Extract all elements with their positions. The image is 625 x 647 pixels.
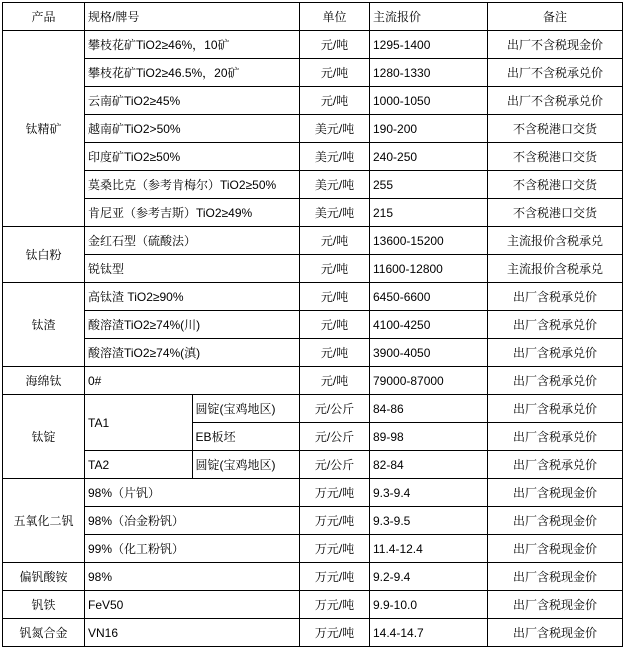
spec-cell: 金红石型（硫酸法） (85, 227, 300, 255)
table-row (3, 395, 623, 423)
spec-cell: 锐钛型 (85, 255, 300, 283)
unit-cell: 万元/吨 (300, 535, 370, 563)
price-cell: 9.9-10.0 (370, 591, 488, 619)
spec-cell: 99%（化工粉钒） (85, 535, 300, 563)
table-row (3, 619, 623, 647)
grade-cell: TA1 (85, 395, 193, 451)
spec-cell: 98% (85, 563, 300, 591)
price-cell: 11.4-12.4 (370, 535, 488, 563)
table-row (3, 115, 623, 143)
header-remark: 备注 (488, 3, 623, 31)
unit-cell: 元/吨 (300, 283, 370, 311)
spec-cell: VN16 (85, 619, 300, 647)
remark-cell: 出厂含税承兑价 (488, 423, 623, 451)
unit-cell: 万元/吨 (300, 591, 370, 619)
unit-cell: 元/吨 (300, 339, 370, 367)
table-body (3, 31, 623, 647)
price-table-sheet (0, 2, 625, 640)
price-table (2, 2, 623, 647)
product-category-cell: 偏钒酸铵 (3, 563, 85, 591)
remark-cell: 出厂含税承兑价 (488, 367, 623, 395)
unit-cell: 元/公斤 (300, 451, 370, 479)
table-row (3, 199, 623, 227)
spec-cell: 攀枝花矿TiO2≥46.5%，20矿 (85, 59, 300, 87)
header-spec: 规格/牌号 (85, 3, 300, 31)
price-cell: 1280-1330 (370, 59, 488, 87)
remark-cell: 不含税港口交货 (488, 143, 623, 171)
product-category-cell: 钒铁 (3, 591, 85, 619)
table-row (3, 535, 623, 563)
price-cell: 9.3-9.4 (370, 479, 488, 507)
spec-cell: FeV50 (85, 591, 300, 619)
spec-cell: 莫桑比克（参考肯梅尔）TiO2≥50% (85, 171, 300, 199)
remark-cell: 主流报价含税承兑 (488, 227, 623, 255)
table-row (3, 591, 623, 619)
header-row (3, 3, 623, 31)
unit-cell: 万元/吨 (300, 563, 370, 591)
remark-cell: 主流报价含税承兑 (488, 255, 623, 283)
table-row (3, 143, 623, 171)
price-cell: 1000-1050 (370, 87, 488, 115)
remark-cell: 不含税港口交货 (488, 199, 623, 227)
remark-cell: 出厂含税现金价 (488, 563, 623, 591)
spec-cell: 肯尼亚（参考吉斯）TiO2≥49% (85, 199, 300, 227)
spec-cell: 越南矿TiO2>50% (85, 115, 300, 143)
spec-cell: 攀枝花矿TiO2≥46%，10矿 (85, 31, 300, 59)
remark-cell: 出厂含税现金价 (488, 619, 623, 647)
price-cell: 82-84 (370, 451, 488, 479)
unit-cell: 美元/吨 (300, 115, 370, 143)
table-row (3, 283, 623, 311)
spec-cell: 圆锭(宝鸡地区) (192, 395, 300, 423)
price-cell: 240-250 (370, 143, 488, 171)
grade-cell: TA2 (85, 451, 193, 479)
table-row (3, 563, 623, 591)
table-row (3, 507, 623, 535)
unit-cell: 元/吨 (300, 311, 370, 339)
price-cell: 9.2-9.4 (370, 563, 488, 591)
unit-cell: 元/吨 (300, 255, 370, 283)
spec-cell: 酸溶渣TiO2≥74%(川) (85, 311, 300, 339)
remark-cell: 出厂含税承兑价 (488, 451, 623, 479)
unit-cell: 美元/吨 (300, 199, 370, 227)
spec-cell: 云南矿TiO2≥45% (85, 87, 300, 115)
remark-cell: 出厂不含税承兑价 (488, 87, 623, 115)
unit-cell: 元/吨 (300, 367, 370, 395)
product-category-cell: 五氧化二钒 (3, 479, 85, 563)
spec-cell: 印度矿TiO2≥50% (85, 143, 300, 171)
table-row (3, 87, 623, 115)
remark-cell: 出厂含税承兑价 (488, 311, 623, 339)
remark-cell: 出厂含税承兑价 (488, 283, 623, 311)
price-cell: 14.4-14.7 (370, 619, 488, 647)
remark-cell: 出厂不含税承兑价 (488, 59, 623, 87)
price-cell: 13600-15200 (370, 227, 488, 255)
table-row (3, 367, 623, 395)
price-cell: 255 (370, 171, 488, 199)
remark-cell: 不含税港口交货 (488, 171, 623, 199)
product-category-cell: 钛渣 (3, 283, 85, 367)
table-row (3, 255, 623, 283)
remark-cell: 出厂含税承兑价 (488, 339, 623, 367)
remark-cell: 出厂含税现金价 (488, 591, 623, 619)
product-category-cell: 钛精矿 (3, 31, 85, 227)
product-category-cell: 海绵钛 (3, 367, 85, 395)
remark-cell: 不含税港口交货 (488, 115, 623, 143)
product-category-cell: 钛锭 (3, 395, 85, 479)
unit-cell: 万元/吨 (300, 619, 370, 647)
price-cell: 79000-87000 (370, 367, 488, 395)
table-row (3, 31, 623, 59)
unit-cell: 元/公斤 (300, 423, 370, 451)
table-row (3, 227, 623, 255)
spec-cell: 圆锭(宝鸡地区) (192, 451, 300, 479)
unit-cell: 美元/吨 (300, 143, 370, 171)
table-row (3, 311, 623, 339)
price-cell: 84-86 (370, 395, 488, 423)
unit-cell: 元/公斤 (300, 395, 370, 423)
spec-cell: 酸溶渣TiO2≥74%(滇) (85, 339, 300, 367)
unit-cell: 元/吨 (300, 227, 370, 255)
price-cell: 1295-1400 (370, 31, 488, 59)
price-cell: 4100-4250 (370, 311, 488, 339)
remark-cell: 出厂含税现金价 (488, 479, 623, 507)
remark-cell: 出厂含税承兑价 (488, 395, 623, 423)
spec-cell: EB板坯 (192, 423, 300, 451)
product-category-cell: 钛白粉 (3, 227, 85, 283)
price-cell: 6450-6600 (370, 283, 488, 311)
remark-cell: 出厂含税现金价 (488, 535, 623, 563)
spec-cell: 98%（片钒） (85, 479, 300, 507)
price-cell: 190-200 (370, 115, 488, 143)
unit-cell: 元/吨 (300, 31, 370, 59)
table-header (3, 3, 623, 31)
price-cell: 215 (370, 199, 488, 227)
price-cell: 89-98 (370, 423, 488, 451)
table-row (3, 451, 623, 479)
price-cell: 9.3-9.5 (370, 507, 488, 535)
spec-cell: 高钛渣 TiO2≥90% (85, 283, 300, 311)
unit-cell: 元/吨 (300, 59, 370, 87)
table-row (3, 171, 623, 199)
remark-cell: 出厂不含税现金价 (488, 31, 623, 59)
price-cell: 3900-4050 (370, 339, 488, 367)
product-category-cell: 钒氮合金 (3, 619, 85, 647)
table-row (3, 59, 623, 87)
header-unit: 单位 (300, 3, 370, 31)
header-product: 产品 (3, 3, 85, 31)
unit-cell: 元/吨 (300, 87, 370, 115)
price-cell: 11600-12800 (370, 255, 488, 283)
spec-cell: 98%（冶金粉钒） (85, 507, 300, 535)
unit-cell: 万元/吨 (300, 507, 370, 535)
unit-cell: 美元/吨 (300, 171, 370, 199)
remark-cell: 出厂含税现金价 (488, 507, 623, 535)
header-price: 主流报价 (370, 3, 488, 31)
table-row (3, 479, 623, 507)
table-row (3, 339, 623, 367)
unit-cell: 万元/吨 (300, 479, 370, 507)
spec-cell: 0# (85, 367, 300, 395)
